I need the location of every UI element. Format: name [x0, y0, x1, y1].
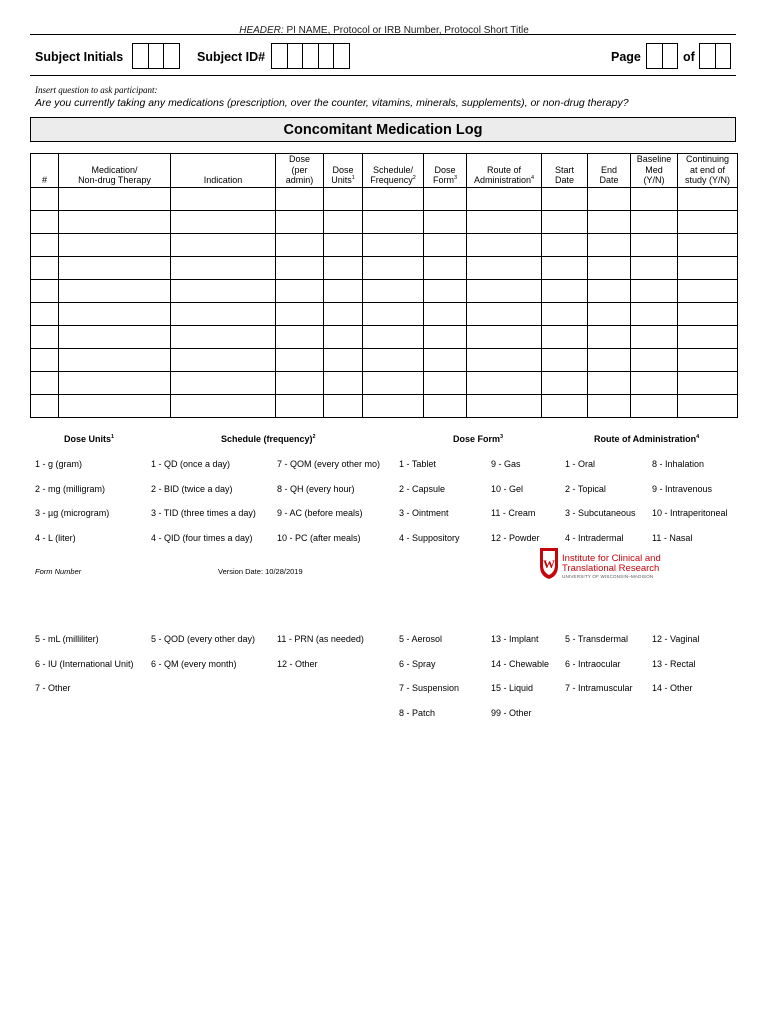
header-text: PI NAME, Protocol or IRB Number, Protocol Short Title	[283, 25, 529, 36]
column-header-line: End	[600, 164, 617, 175]
table-cell[interactable]	[324, 187, 363, 210]
table-cell[interactable]	[171, 256, 276, 279]
table-row	[31, 256, 738, 279]
legend-item: 8 - Inhalation	[652, 459, 705, 469]
table-cell[interactable]	[31, 279, 59, 302]
footnote-marker: 2	[412, 175, 416, 181]
table-cell[interactable]	[588, 302, 631, 325]
table-cell[interactable]	[631, 371, 678, 394]
page-total-boxes[interactable]	[699, 43, 731, 69]
table-cell[interactable]	[59, 325, 171, 348]
table-cell[interactable]	[542, 210, 588, 233]
table-cell[interactable]	[276, 256, 324, 279]
legend-route-title: Route of Administration$^4$	[594, 434, 700, 444]
table-cell[interactable]	[324, 371, 363, 394]
table-cell[interactable]	[363, 394, 424, 417]
column-header-line: Med	[645, 164, 663, 175]
table-cell[interactable]	[59, 394, 171, 417]
page-box[interactable]	[646, 43, 663, 69]
table-cell[interactable]	[276, 233, 324, 256]
column-header	[631, 154, 678, 188]
legend-item: 99 - Other	[491, 707, 532, 718]
table-cell[interactable]	[588, 187, 631, 210]
id-box[interactable]	[333, 43, 350, 69]
table-cell[interactable]	[631, 394, 678, 417]
legend-item: 11 - Cream	[491, 508, 536, 519]
column-header-line	[467, 155, 541, 165]
table-cell[interactable]	[324, 325, 363, 348]
column-header	[31, 154, 59, 188]
column-header-line	[171, 175, 275, 186]
table-body	[31, 187, 738, 417]
legend-item: 14 - Other	[652, 683, 693, 694]
table-cell[interactable]	[542, 302, 588, 325]
table-cell[interactable]	[678, 256, 738, 279]
legend-item: 6 - Spray	[399, 658, 436, 669]
column-header-line	[363, 175, 423, 186]
table-cell[interactable]	[363, 210, 424, 233]
table-cell[interactable]	[631, 187, 678, 210]
legend-item: 3 - Ointment	[399, 508, 449, 519]
column-header-line: at end of	[689, 164, 726, 175]
table-cell[interactable]	[59, 210, 171, 233]
table-cell[interactable]	[171, 348, 276, 371]
table-cell[interactable]	[542, 187, 588, 210]
legend-item: 7 - Intramuscular	[565, 683, 633, 694]
legend-item: 13 - Rectal	[652, 658, 696, 669]
page-box[interactable]	[662, 43, 679, 69]
legend-item: 1 - Tablet	[399, 459, 436, 469]
table-cell[interactable]	[467, 302, 542, 325]
table-cell[interactable]	[467, 233, 542, 256]
table-cell[interactable]	[467, 371, 542, 394]
medication-log-table	[30, 153, 738, 418]
column-header-text: Units	[331, 175, 352, 185]
table-cell[interactable]	[424, 371, 467, 394]
legend-item: 10 - Gel	[491, 483, 524, 494]
column-header-line: Continuing	[685, 154, 730, 164]
column-header-line	[31, 155, 58, 165]
subject-initials-label: Subject Initials	[35, 50, 124, 64]
table-cell[interactable]	[324, 210, 363, 233]
table-cell[interactable]	[588, 325, 631, 348]
uw-crest-icon	[538, 546, 560, 580]
column-header	[59, 154, 171, 188]
column-header	[276, 154, 324, 188]
header-prefix: HEADER:	[239, 25, 284, 36]
column-header-text: Indication	[203, 175, 243, 185]
column-header-line	[276, 175, 323, 186]
table-cell[interactable]	[59, 371, 171, 394]
column-header-text: Date	[554, 175, 574, 185]
column-header-line: Dose	[288, 154, 310, 164]
initials-box[interactable]	[148, 43, 165, 69]
table-cell[interactable]	[424, 210, 467, 233]
table-cell[interactable]	[31, 394, 59, 417]
legend-item: 14 - Chewable	[491, 658, 550, 669]
table-cell[interactable]	[678, 394, 738, 417]
table-cell[interactable]	[588, 233, 631, 256]
table-cell[interactable]	[467, 187, 542, 210]
table-cell[interactable]	[59, 348, 171, 371]
column-header-text: study (Y/N)	[684, 175, 730, 185]
table-cell[interactable]	[59, 302, 171, 325]
legend-item: 8 - QH (every hour)	[277, 483, 355, 494]
table-cell[interactable]	[171, 279, 276, 302]
legend-item: 13 - Implant	[491, 634, 539, 644]
column-header-line	[542, 175, 587, 186]
icr-logo	[538, 546, 668, 582]
table-cell[interactable]	[424, 302, 467, 325]
legend-item: 2 - BID (twice a day)	[151, 483, 233, 494]
column-header-line: Dose	[332, 164, 354, 175]
legend-item: 5 - Aerosol	[399, 634, 443, 644]
page-total-box[interactable]	[715, 43, 732, 69]
legend-item: 10 - Intraperitoneal	[652, 508, 728, 519]
column-header-line: Medication/	[91, 164, 138, 175]
table-cell[interactable]	[31, 371, 59, 394]
table-cell[interactable]	[276, 348, 324, 371]
table-cell[interactable]	[678, 302, 738, 325]
table-cell[interactable]	[363, 233, 424, 256]
table-cell[interactable]	[467, 210, 542, 233]
form-number: Form Number	[35, 567, 82, 576]
column-header-line	[424, 155, 466, 165]
legend-item: 1 - g (gram)	[35, 459, 83, 469]
column-header-line	[631, 175, 677, 186]
table-cell[interactable]	[542, 256, 588, 279]
table-row	[31, 210, 738, 233]
id-box[interactable]	[318, 43, 335, 69]
legend-item: 5 - mL (milliliter)	[35, 634, 99, 644]
table-row	[31, 279, 738, 302]
of-label: of	[683, 50, 695, 64]
table-cell[interactable]	[678, 348, 738, 371]
version-date: Version Date: 10/28/2019	[218, 567, 303, 576]
column-header-line	[59, 155, 170, 165]
legend-item: 12 - Other	[277, 658, 318, 669]
legend-item: 5 - QOD (every other day)	[151, 634, 256, 644]
table-cell[interactable]	[542, 394, 588, 417]
column-header-line	[31, 175, 58, 186]
table-cell[interactable]	[588, 256, 631, 279]
table-cell[interactable]	[324, 256, 363, 279]
column-header-text: #	[41, 175, 47, 185]
legend-item: 5 - Transdermal	[565, 634, 629, 644]
id-box[interactable]	[302, 43, 319, 69]
table-cell[interactable]	[59, 256, 171, 279]
table-cell[interactable]	[588, 210, 631, 233]
question-text: Are you currently taking any medications (prescription, over the counter, vitamins, minerals, supplements), or non-drug therapy?	[35, 97, 629, 109]
column-header-line	[171, 155, 275, 165]
table-cell[interactable]	[542, 348, 588, 371]
column-header	[363, 154, 424, 188]
legend-item: 7 - Other	[35, 683, 71, 694]
column-header	[424, 154, 467, 188]
column-header	[678, 154, 738, 188]
column-header-text: (Y/N)	[643, 175, 665, 185]
column-header-line	[31, 165, 58, 175]
table-row	[31, 302, 738, 325]
table-cell[interactable]	[31, 233, 59, 256]
table-row	[31, 371, 738, 394]
table-cell[interactable]	[542, 279, 588, 302]
page-label: Page	[611, 50, 641, 64]
table-cell[interactable]	[31, 302, 59, 325]
table-cell[interactable]	[171, 233, 276, 256]
subject-initials-boxes[interactable]	[132, 43, 180, 69]
legend-item: 1 - Oral	[565, 459, 596, 469]
table-cell[interactable]	[424, 394, 467, 417]
table-cell[interactable]	[424, 256, 467, 279]
table-cell[interactable]	[276, 187, 324, 210]
table-cell[interactable]	[363, 325, 424, 348]
table-cell[interactable]	[631, 233, 678, 256]
table-cell[interactable]	[631, 256, 678, 279]
log-title: Concomitant Medication Log	[30, 117, 736, 142]
column-header-line: Schedule/	[372, 164, 414, 175]
table-cell[interactable]	[467, 348, 542, 371]
column-header-text: Date	[599, 175, 619, 185]
column-header	[171, 154, 276, 188]
legend-item: 7 - QOM (every other mo)	[277, 459, 381, 469]
legend-dose-form-title: Dose Form$^3$	[453, 434, 504, 444]
column-header-text: Non-drug Therapy	[78, 175, 151, 185]
table-cell[interactable]	[424, 233, 467, 256]
initials-box[interactable]	[163, 43, 180, 69]
table-row	[31, 233, 738, 256]
legend-item: 11 - Nasal	[652, 532, 693, 543]
table-cell[interactable]	[363, 302, 424, 325]
table-cell[interactable]	[31, 256, 59, 279]
table-cell[interactable]	[588, 371, 631, 394]
table-cell[interactable]	[467, 279, 542, 302]
column-header-text: Administration	[473, 175, 531, 185]
table-cell[interactable]	[631, 279, 678, 302]
legend-item: 7 - Suspension	[399, 683, 460, 694]
column-header-line	[588, 175, 630, 186]
table-cell[interactable]	[324, 348, 363, 371]
legend-dose-units-title: Dose Units$^1$	[64, 434, 115, 444]
table-cell[interactable]	[276, 210, 324, 233]
table-cell[interactable]	[171, 394, 276, 417]
legend-item: 8 - Patch	[399, 707, 436, 718]
instruction-text: Insert question to ask participant:	[35, 85, 158, 95]
table-cell[interactable]	[31, 187, 59, 210]
footnote-marker: 1	[351, 175, 355, 181]
legend-item: 3 - µg (microgram)	[35, 508, 110, 519]
legend-item: 2 - mg (milligram)	[35, 483, 106, 494]
table-cell[interactable]	[324, 233, 363, 256]
table-cell[interactable]	[276, 279, 324, 302]
legend-item: 4 - Suppository	[399, 532, 460, 543]
table-cell[interactable]	[424, 279, 467, 302]
table-cell[interactable]	[324, 394, 363, 417]
legend-item: 9 - Intravenous	[652, 483, 713, 494]
column-header-line: Route of	[486, 164, 522, 175]
table-cell[interactable]	[171, 187, 276, 210]
table-cell[interactable]	[588, 348, 631, 371]
legend-item: 12 - Powder	[491, 532, 540, 543]
legend-item: 1 - QD (once a day)	[151, 459, 231, 469]
legend-item: 4 - Intradermal	[565, 532, 624, 543]
table-cell[interactable]	[424, 187, 467, 210]
footnote-marker: 3	[453, 175, 458, 181]
column-header-line: (per	[291, 164, 308, 175]
table-header-row	[31, 154, 738, 188]
table-cell[interactable]	[363, 187, 424, 210]
legend-item: 2 - Capsule	[399, 483, 446, 494]
page-total-box[interactable]	[699, 43, 716, 69]
page-number-boxes[interactable]	[646, 43, 678, 69]
subject-rule	[30, 75, 736, 76]
table-cell[interactable]	[678, 210, 738, 233]
column-header-text: Frequency	[370, 175, 413, 185]
table-cell[interactable]	[363, 371, 424, 394]
table-cell[interactable]	[31, 210, 59, 233]
column-header-line	[588, 155, 630, 165]
table-cell[interactable]	[424, 325, 467, 348]
table-cell[interactable]	[324, 302, 363, 325]
svg-text:W: W	[543, 557, 555, 571]
table-cell[interactable]	[631, 325, 678, 348]
table-cell[interactable]	[276, 325, 324, 348]
legend-item: 9 - AC (before meals)	[277, 508, 363, 519]
table-cell[interactable]	[59, 279, 171, 302]
table-cell[interactable]	[171, 210, 276, 233]
table-cell[interactable]	[424, 348, 467, 371]
logo-line3: UNIVERSITY OF WISCONSIN–MADISON	[562, 574, 654, 579]
legend-item: 9 - Gas	[491, 459, 521, 469]
table-cell[interactable]	[542, 371, 588, 394]
column-header-line	[467, 175, 541, 186]
table-cell[interactable]	[678, 325, 738, 348]
legend-item: 11 - PRN (as needed)	[277, 634, 364, 644]
table-cell[interactable]	[363, 348, 424, 371]
column-header-line	[59, 175, 170, 186]
id-box[interactable]	[271, 43, 288, 69]
column-header-line	[542, 155, 587, 165]
table-cell[interactable]	[276, 394, 324, 417]
id-box[interactable]	[287, 43, 304, 69]
table-cell[interactable]	[276, 302, 324, 325]
column-header-line	[424, 175, 466, 186]
legend-item: 2 - Topical	[565, 483, 606, 494]
table-cell[interactable]	[467, 256, 542, 279]
legend-item: 6 - IU (International Unit)	[35, 658, 134, 669]
table-cell[interactable]	[31, 348, 59, 371]
column-header-text: admin)	[285, 175, 314, 185]
table-cell[interactable]	[59, 187, 171, 210]
legend-item: 10 - PC (after meals)	[277, 532, 361, 543]
table-cell[interactable]	[588, 279, 631, 302]
legend-item: 4 - L (liter)	[35, 532, 76, 543]
table-cell[interactable]	[171, 371, 276, 394]
column-header	[588, 154, 631, 188]
table-cell[interactable]	[631, 302, 678, 325]
legend-item: 6 - QM (every month)	[151, 658, 237, 669]
footnote-marker: 4	[530, 175, 535, 181]
table-cell[interactable]	[171, 302, 276, 325]
table-cell[interactable]	[467, 325, 542, 348]
table-row	[31, 187, 738, 210]
logo-line2: Translational Research	[562, 563, 660, 574]
table-cell[interactable]	[324, 279, 363, 302]
legend-item: 15 - Liquid	[491, 683, 534, 694]
legend-item: 4 - QID (four times a day)	[151, 532, 253, 543]
table-cell[interactable]	[631, 348, 678, 371]
legend-item: 3 - Subcutaneous	[565, 508, 636, 519]
header-rule	[30, 34, 736, 35]
column-header	[324, 154, 363, 188]
column-header-line: Baseline	[636, 154, 672, 164]
column-header-line	[171, 165, 275, 175]
column-header-line	[678, 175, 737, 186]
table-cell[interactable]	[363, 256, 424, 279]
column-header	[542, 154, 588, 188]
table-cell[interactable]	[678, 187, 738, 210]
column-header-line: Dose	[434, 164, 456, 175]
table-cell[interactable]	[363, 279, 424, 302]
subject-id-label: Subject ID#	[197, 50, 266, 64]
legend-schedule-title: Schedule (frequency)$^2$	[221, 434, 316, 444]
subject-id-boxes[interactable]	[271, 43, 350, 69]
table-row	[31, 394, 738, 417]
table-cell[interactable]	[588, 394, 631, 417]
legend-item: 6 - Intraocular	[565, 658, 621, 669]
column-header-text: Form	[432, 175, 454, 185]
table-cell[interactable]	[59, 233, 171, 256]
initials-box[interactable]	[132, 43, 149, 69]
legend-item: 12 - Vaginal	[652, 634, 700, 644]
column-header-line	[363, 155, 423, 165]
column-header-line	[324, 155, 362, 165]
table-cell[interactable]	[678, 279, 738, 302]
column-header-line: Start	[554, 164, 574, 175]
table-cell[interactable]	[31, 325, 59, 348]
table-cell[interactable]	[276, 371, 324, 394]
legend-item: 3 - TID (three times a day)	[151, 508, 256, 519]
table-cell[interactable]	[542, 325, 588, 348]
table-row	[31, 325, 738, 348]
table-cell[interactable]	[542, 233, 588, 256]
table-cell[interactable]	[678, 371, 738, 394]
table-cell[interactable]	[467, 394, 542, 417]
table-cell[interactable]	[678, 233, 738, 256]
column-header-line	[324, 175, 362, 186]
column-header	[467, 154, 542, 188]
table-cell[interactable]	[171, 325, 276, 348]
logo-line1: Institute for Clinical and	[562, 553, 661, 564]
table-cell[interactable]	[631, 210, 678, 233]
table-row	[31, 348, 738, 371]
